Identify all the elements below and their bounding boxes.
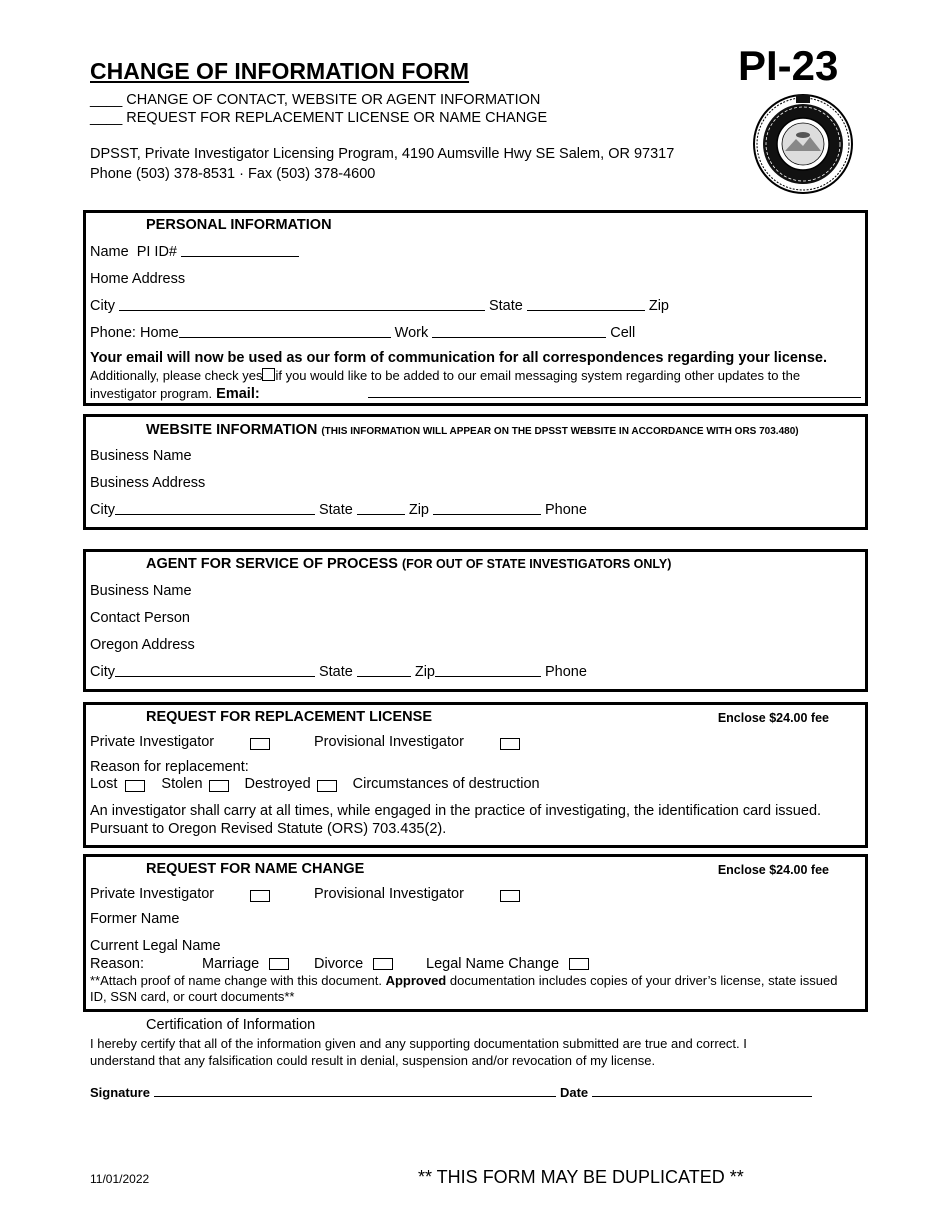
website-heading-note: (THIS INFORMATION WILL APPEAR ON THE DPSST WEBSITE IN ACCORDANCE WITH ORS 703.480) <box>321 426 799 437</box>
agent-business-name-label: Business Name <box>90 583 192 599</box>
pi-id-label: PI ID# <box>136 244 177 260</box>
attach-proof-note <box>90 973 851 1005</box>
name-change-provisional-checkbox[interactable] <box>500 890 520 902</box>
replacement-statute-text: An investigator shall carry at all times, while engaged in the practice of investigating, the identification card issued. Pursuant to Oregon Revised Statute (ORS) 703.435(2). <box>90 803 822 837</box>
pi-id-field[interactable] <box>181 256 299 257</box>
circumstances-label: Circumstances of destruction <box>352 776 540 792</box>
program-phone-fax: Phone (503) 378-8531 · Fax (503) 378-4600 <box>90 166 376 182</box>
replacement-pi-checkbox[interactable] <box>250 738 270 750</box>
signature-row <box>90 1085 812 1100</box>
attach-note-b: documentation includes copies of your driver’s license, state issued ID, SSN card, or court documents** <box>90 973 838 1004</box>
replacement-pi-label: Private Investigator <box>90 734 215 750</box>
email-notice <box>90 349 855 403</box>
work-label: Work <box>394 325 429 341</box>
divorce-checkbox[interactable] <box>373 958 393 970</box>
replacement-reason-label: Reason for replacement: <box>90 759 249 775</box>
agent-state-label: State <box>318 664 353 680</box>
signature-label: Signature <box>90 1085 150 1100</box>
website-business-name-label: Business Name <box>90 448 192 464</box>
name-change-pi-label: Private Investigator <box>90 886 215 902</box>
agent-city-field[interactable] <box>115 676 315 677</box>
website-city-label: City <box>90 502 115 518</box>
personal-information-section <box>83 210 868 406</box>
phone-home-label: Phone: Home <box>90 325 179 341</box>
replacement-fee: Enclose $24.00 fee <box>717 711 829 725</box>
form-title: CHANGE OF INFORMATION FORM <box>90 58 470 84</box>
divorce-option <box>314 956 393 972</box>
state-label: State <box>488 298 523 314</box>
agent-heading-note: (FOR OUT OF STATE INVESTIGATORS ONLY) <box>401 557 672 571</box>
replacement-provisional-label: Provisional Investigator <box>314 734 464 750</box>
website-heading <box>146 422 799 438</box>
replacement-pi-option <box>90 734 214 750</box>
current-legal-name-label: Current Legal Name <box>90 938 221 954</box>
agent-service-section <box>83 549 868 692</box>
home-address-label: Home Address <box>90 271 186 287</box>
zip-label: Zip <box>648 298 669 314</box>
website-heading-title: WEBSITE INFORMATION <box>146 422 318 438</box>
website-zip-label: Zip <box>408 502 429 518</box>
destroyed-label: Destroyed <box>244 776 311 792</box>
date-label: Date <box>559 1085 589 1100</box>
website-phone-label: Phone <box>545 502 587 518</box>
agent-phone-label: Phone <box>545 664 587 680</box>
work-field[interactable] <box>432 337 606 338</box>
certification-heading: Certification of Information <box>146 1017 316 1033</box>
agent-state-field[interactable] <box>357 676 411 677</box>
website-state-field[interactable] <box>357 514 405 515</box>
website-zip-field[interactable] <box>433 514 541 515</box>
name-change-reason-row <box>90 956 144 972</box>
email-notice-text-a: Additionally, please check yes <box>90 368 263 383</box>
revision-date: 11/01/2022 <box>90 1172 150 1186</box>
oregon-dpsst-seal-icon <box>752 93 854 195</box>
cell-label: Cell <box>610 325 636 341</box>
name-change-pi-checkbox[interactable] <box>250 890 270 902</box>
agent-city-label: City <box>90 664 115 680</box>
phone-home-field[interactable] <box>179 337 391 338</box>
marriage-label: Marriage <box>202 956 260 972</box>
email-label: Email: <box>216 386 260 402</box>
name-change-section <box>83 854 868 1012</box>
stolen-label: Stolen <box>161 776 203 792</box>
email-field[interactable] <box>368 397 861 398</box>
email-notice-bold: Your email will now be used as our form of communication for all correspondences regarding your license. <box>90 350 827 366</box>
name-change-reason-label: Reason: <box>90 956 145 972</box>
stolen-checkbox[interactable] <box>209 780 229 792</box>
signature-field[interactable] <box>154 1096 556 1097</box>
option-replacement-license[interactable]: ____ REQUEST FOR REPLACEMENT LICENSE OR NAME CHANGE <box>90 110 548 126</box>
certification-text: I hereby certify that all of the information given and any supporting documentation submitted are true and correct. I understand that any falsification could result in denial, suspension and/or revocation of my license. <box>90 1036 747 1068</box>
city-field[interactable] <box>119 310 485 311</box>
date-field[interactable] <box>592 1096 812 1097</box>
website-business-address-label: Business Address <box>90 475 206 491</box>
website-state-label: State <box>318 502 353 518</box>
form-number: PI-23 <box>738 42 839 89</box>
duplicate-note: ** THIS FORM MAY BE DUPLICATED ** <box>418 1167 744 1187</box>
personal-heading: PERSONAL INFORMATION <box>146 217 332 233</box>
replacement-provisional-checkbox[interactable] <box>500 738 520 750</box>
agent-oregon-address-label: Oregon Address <box>90 637 195 653</box>
agent-zip-label: Zip <box>414 664 435 680</box>
legal-name-change-label: Legal Name Change <box>426 956 560 972</box>
agent-heading-title: AGENT FOR SERVICE OF PROCESS <box>146 556 398 572</box>
name-change-fee: Enclose $24.00 fee <box>717 863 829 877</box>
replacement-license-section <box>83 702 868 848</box>
attach-note-a: **Attach proof of name change with this document. <box>90 973 382 988</box>
former-name-label: Former Name <box>90 911 180 927</box>
email-opt-in-checkbox[interactable] <box>262 368 275 381</box>
city-label: City <box>90 298 115 314</box>
divorce-label: Divorce <box>314 956 364 972</box>
agent-contact-person-label: Contact Person <box>90 610 190 626</box>
name-change-heading: REQUEST FOR NAME CHANGE <box>146 861 365 877</box>
name-label: Name <box>90 244 129 260</box>
destroyed-checkbox[interactable] <box>317 780 337 792</box>
marriage-checkbox[interactable] <box>269 958 289 970</box>
agent-zip-field[interactable] <box>435 676 541 677</box>
agent-heading <box>146 556 671 572</box>
lost-label: Lost <box>90 776 118 792</box>
website-information-section <box>83 414 868 530</box>
program-address: DPSST, Private Investigator Licensing Program, 4190 Aumsville Hwy SE Salem, OR 97317 <box>90 146 675 162</box>
replacement-heading: REQUEST FOR REPLACEMENT LICENSE <box>146 709 432 725</box>
legal-name-change-checkbox[interactable] <box>569 958 589 970</box>
name-change-provisional-label: Provisional Investigator <box>314 886 464 902</box>
lost-checkbox[interactable] <box>125 780 145 792</box>
state-field[interactable] <box>527 310 645 311</box>
option-change-contact[interactable]: ____ CHANGE OF CONTACT, WEBSITE OR AGENT INFORMATION <box>90 92 541 108</box>
email-notice-text-b: if you would like to be added to our email messaging system regarding other updates to the investigator program. <box>90 368 801 401</box>
attach-note-bold: Approved <box>385 973 447 988</box>
marriage-option <box>202 956 289 972</box>
website-city-field[interactable] <box>115 514 315 515</box>
legal-name-change-option <box>426 956 589 972</box>
